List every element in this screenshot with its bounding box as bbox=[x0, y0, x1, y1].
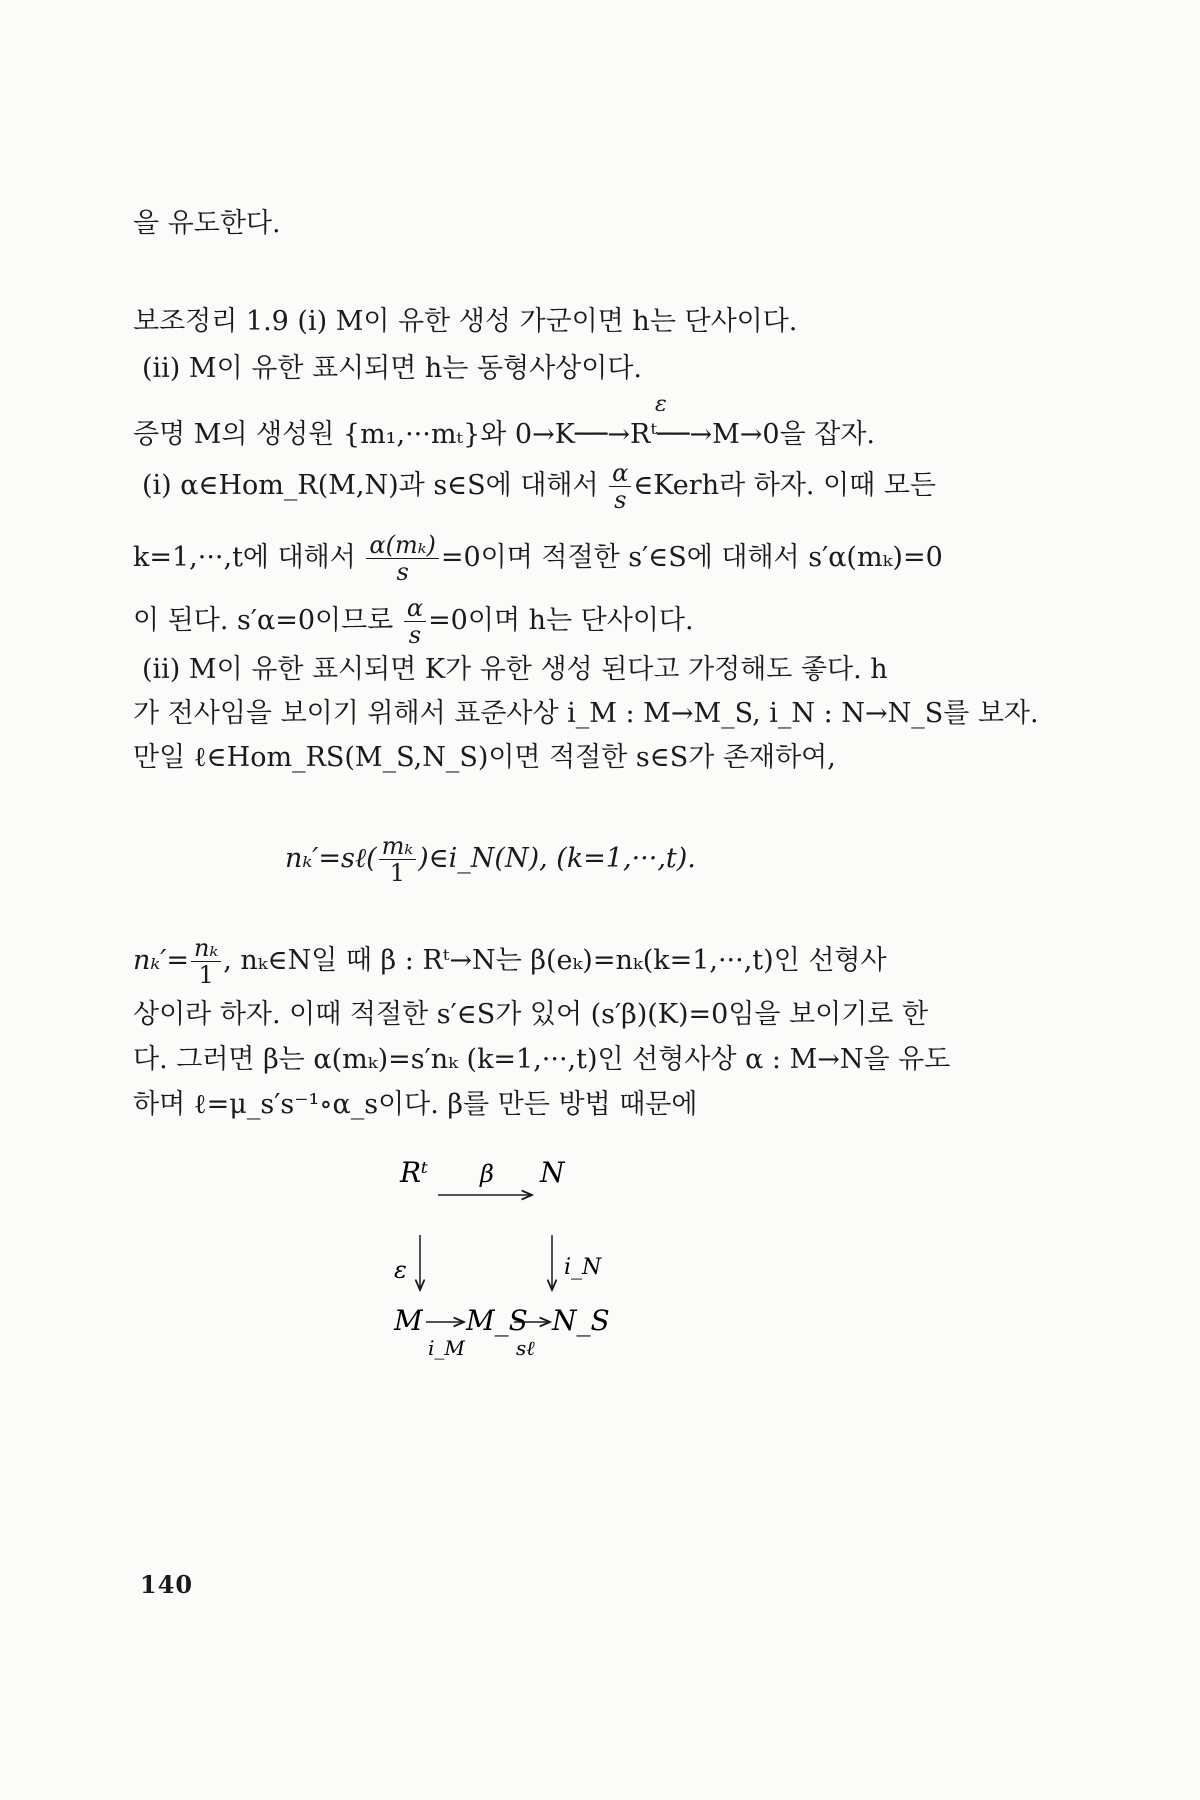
line-k-text-b: =0이며 적절한 s′∈S에 대해서 s′α(mₖ)=0 bbox=[440, 542, 943, 573]
line-d-text-b: =0이며 h는 단사이다. bbox=[428, 605, 694, 636]
fraction-alpha-mk-s bbox=[366, 532, 438, 585]
fraction-numerator: nₖ bbox=[191, 935, 221, 962]
text-line-s2: 다. 그러면 β는 α(mₖ)=s′nₖ (k=1,···,t)인 선형사상 α : M→N을 유도 bbox=[133, 1044, 951, 1075]
proof-part-ii-line-2: 가 전사임을 보이기 위해서 표준사상 i_M : M→M_S, i_N : N→N_S를 보자. bbox=[133, 698, 1039, 729]
proof-part-i bbox=[142, 460, 936, 513]
fraction-numerator: α bbox=[609, 460, 631, 487]
fraction-numerator: α bbox=[404, 595, 426, 622]
commutative-diagram bbox=[380, 1140, 700, 1480]
fraction-numerator: mₖ bbox=[379, 833, 417, 860]
text-line-n bbox=[133, 935, 887, 988]
text-line-s3: 하며 ℓ=μ_s′s⁻¹∘α_s이다. β를 만든 방법 때문에 bbox=[133, 1089, 698, 1120]
equation-text-b: )∈i_N(N), (k=1,···,t). bbox=[418, 843, 696, 874]
fraction-denominator: s bbox=[408, 621, 422, 649]
page-number: 140 bbox=[140, 1570, 194, 1599]
proof-start: 증명 M의 생성원 {m₁,···mₜ}와 0→K──→Rᵗ──→M→0을 잡자. bbox=[133, 419, 876, 450]
diagram-node-n: N bbox=[540, 1156, 565, 1189]
line-n-text-a: nₖ′= bbox=[133, 945, 189, 976]
fraction-alpha-s-2 bbox=[404, 595, 426, 648]
diagram-label-s-ell: sℓ bbox=[516, 1336, 535, 1360]
text-line-k bbox=[133, 532, 943, 585]
fraction-denominator: 1 bbox=[389, 859, 406, 887]
fraction-mk-1 bbox=[379, 833, 417, 886]
equation-text-a: nₖ′=sℓ( bbox=[285, 843, 377, 874]
lemma-statement: 보조정리 1.9 (i) M이 유한 생성 가군이면 h는 단사이다. bbox=[133, 306, 798, 337]
proof-part-ii-line-3: 만일 ℓ∈Hom_RS(M_S,N_S)이면 적절한 s∈S가 존재하여, bbox=[133, 742, 836, 773]
proof-part-ii-line-1: (ii) M이 유한 표시되면 K가 유한 생성 된다고 가정해도 좋다. h bbox=[142, 654, 888, 685]
text-line-s1: 상이라 하자. 이때 적절한 s′∈S가 있어 (s′β)(K)=0임을 보이기로 한 bbox=[133, 999, 929, 1030]
fraction-numerator: α(mₖ) bbox=[366, 532, 438, 559]
line-k-text-a: k=1,···,t에 대해서 bbox=[133, 542, 365, 573]
diagram-label-beta: β bbox=[480, 1160, 494, 1188]
lemma-part-ii: (ii) M이 유한 표시되면 h는 동형사상이다. bbox=[142, 353, 643, 384]
display-equation bbox=[285, 833, 696, 886]
diagram-node-ms: M_S bbox=[466, 1304, 528, 1337]
line-d-text-a: 이 된다. s′α=0이므로 bbox=[133, 605, 402, 636]
fraction-denominator: s bbox=[614, 486, 627, 514]
proof-part-i-text-b: ∈Kerh라 하자. 이때 모든 bbox=[633, 470, 936, 501]
epsilon-over-arrow: ε bbox=[655, 392, 667, 417]
fraction-alpha-s bbox=[609, 460, 631, 513]
diagram-label-i-n: i_N bbox=[564, 1255, 602, 1280]
diagram-label-epsilon: ε bbox=[394, 1256, 407, 1284]
diagram-node-m: M bbox=[394, 1304, 423, 1337]
fraction-denominator: 1 bbox=[198, 961, 214, 989]
line-n-text-b: , nₖ∈N일 때 β : Rᵗ→N는 β(eₖ)=nₖ(k=1,···,t)인 선형사 bbox=[223, 945, 887, 976]
diagram-node-rt: Rᵗ bbox=[400, 1156, 428, 1189]
text-line-d bbox=[133, 595, 694, 648]
diagram-label-i-m: i_M bbox=[428, 1336, 465, 1360]
proof-part-i-text-a: (i) α∈Hom_R(M,N)과 s∈S에 대해서 bbox=[142, 470, 608, 501]
fraction-denominator: s bbox=[396, 558, 409, 586]
text-line-1: 을 유도한다. bbox=[133, 208, 281, 239]
diagram-node-ns: N_S bbox=[552, 1304, 610, 1337]
fraction-nk-1 bbox=[191, 935, 221, 988]
